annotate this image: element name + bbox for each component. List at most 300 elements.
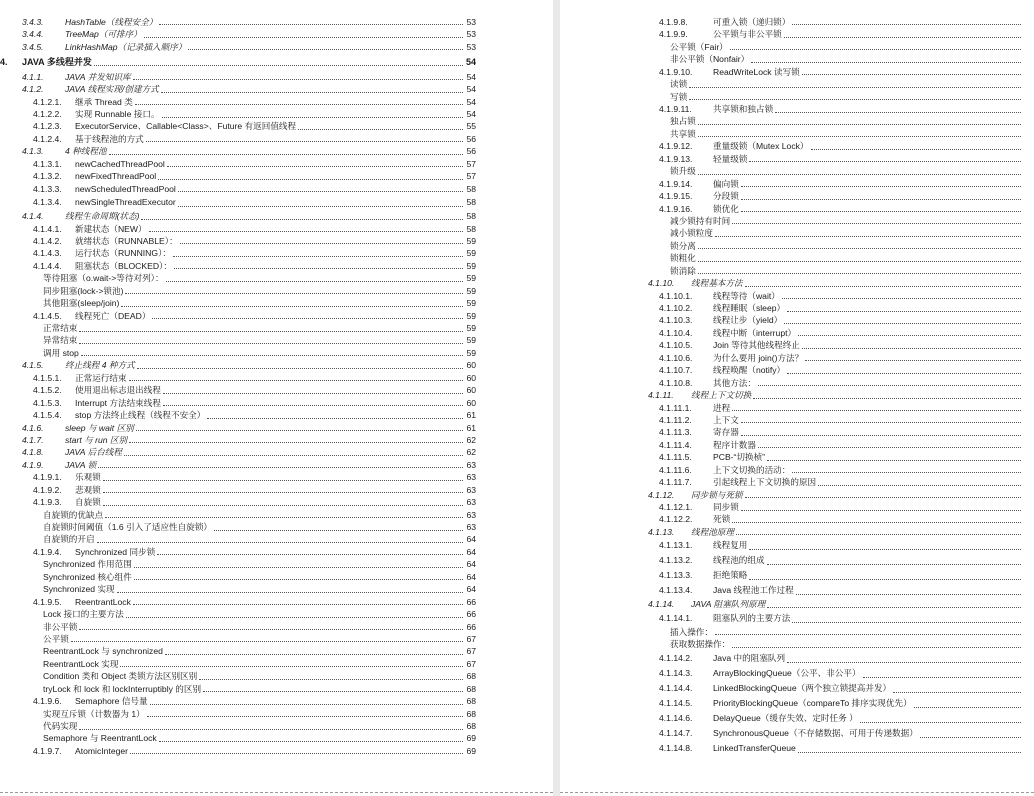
toc-entry-number: 4.1.2.2. (33, 109, 62, 120)
toc-entry[interactable] (648, 128, 1034, 140)
toc-dot-leader (126, 617, 463, 618)
toc-dot-leader (784, 323, 1021, 324)
toc-entry-page: 63 (466, 459, 476, 470)
toc-entry-number: 4.1.12.1. (659, 502, 693, 513)
toc-entry[interactable] (0, 335, 476, 347)
toc-entry-title: Join 等待其他线程终止 (713, 340, 800, 351)
toc-entry[interactable] (0, 372, 476, 384)
toc-dot-leader (792, 622, 1021, 623)
toc-dot-leader (741, 199, 1021, 200)
toc-entry[interactable] (0, 359, 476, 371)
toc-entry-number: 4.1.2.3. (33, 121, 62, 132)
toc-dot-leader (698, 124, 1021, 125)
toc-entry[interactable] (0, 322, 476, 334)
toc-entry[interactable] (0, 509, 476, 521)
toc-entry-page: 54 (466, 84, 476, 95)
toc-entry-title: 其他阻塞(sleep/join) (43, 298, 120, 309)
toc-entry[interactable] (0, 521, 476, 533)
toc-entry[interactable] (0, 459, 476, 471)
toc-entry-number: 4.1.14.8. (659, 742, 693, 753)
toc-dot-leader (698, 261, 1021, 262)
toc-entry[interactable] (0, 633, 476, 645)
toc-entry[interactable] (0, 28, 476, 40)
toc-dot-leader (134, 567, 463, 568)
toc-entry-page: 68 (466, 683, 476, 694)
toc-entry[interactable] (648, 140, 1034, 152)
toc-entry[interactable] (0, 471, 476, 483)
toc-entry-title: Synchronized 核心组件 (43, 571, 132, 582)
toc-entry-title: Synchronized 同步锁 (75, 546, 156, 557)
toc-dot-leader (298, 129, 463, 130)
toc-entry[interactable] (648, 526, 1034, 538)
toc-dot-leader (157, 554, 463, 555)
toc-entry[interactable] (648, 638, 1034, 650)
toc-entry-title: 线程等待（wait） (713, 290, 780, 301)
toc-dot-leader (914, 707, 1021, 708)
toc-entry-number: 4.1.10.6. (659, 352, 693, 363)
toc-entry-title: tryLock 和 lock 和 lockInterruptibly 的区别 (43, 683, 202, 694)
toc-entry[interactable] (648, 402, 1034, 414)
toc-entry[interactable] (0, 297, 476, 309)
toc-entry-number: 4.1.14.7. (659, 727, 693, 738)
toc-entry-page: 67 (466, 658, 476, 669)
toc-entry[interactable] (648, 626, 1034, 638)
toc-entry[interactable] (0, 183, 476, 195)
toc-dot-leader (698, 273, 1021, 274)
toc-entry[interactable] (648, 315, 1034, 327)
toc-dot-leader (214, 530, 463, 531)
toc-entry-number: 4.1.11.6. (659, 464, 692, 475)
toc-dot-leader (178, 191, 463, 192)
toc-entry-number: 4.1.14.5. (659, 697, 693, 708)
toc-entry[interactable] (648, 476, 1034, 488)
toc-entry[interactable] (648, 240, 1034, 252)
toc-entry[interactable] (0, 434, 476, 446)
toc-entry-page: 59 (466, 285, 476, 296)
toc-entry[interactable] (0, 422, 476, 434)
toc-entry[interactable] (648, 66, 1034, 78)
toc-dot-leader (767, 460, 1021, 461)
toc-entry-title: 读锁 (670, 79, 688, 90)
toc-dot-leader (103, 492, 463, 493)
toc-entry-number: 4.1.14.4. (659, 682, 693, 693)
toc-dot-leader (818, 485, 1021, 486)
toc-dot-leader (165, 654, 463, 655)
toc-entry-page: 66 (466, 621, 476, 632)
toc-entry-title: 终止线程 4 种方式 (65, 360, 135, 371)
toc-entry[interactable] (0, 683, 476, 695)
toc-entry[interactable] (648, 666, 1034, 681)
toc-dot-leader (787, 662, 1021, 663)
toc-dot-leader (162, 117, 463, 118)
toc-entry-title: 就绪状态（RUNNABLE）： (75, 235, 178, 246)
toc-dot-leader (130, 753, 463, 754)
toc-entry[interactable] (648, 741, 1034, 756)
toc-entry-number: 4.1.6. (22, 422, 44, 433)
toc-entry[interactable] (648, 178, 1034, 190)
toc-entry[interactable] (0, 285, 476, 297)
toc-dot-leader (792, 24, 1021, 25)
toc-entry[interactable] (648, 464, 1034, 476)
toc-entry[interactable] (648, 277, 1034, 289)
toc-entry[interactable] (0, 235, 476, 247)
toc-entry-title: ReentrantLock 与 synchronized (43, 646, 163, 657)
toc-dot-leader (749, 579, 1021, 580)
toc-dot-leader (698, 174, 1021, 175)
toc-dot-leader (81, 355, 463, 356)
toc-dot-leader (811, 149, 1021, 150)
toc-entry[interactable] (648, 78, 1034, 90)
toc-dot-leader (796, 594, 1021, 595)
toc-entry-number: 4.1.14.2. (659, 652, 693, 663)
toc-entry-page: 54 (465, 57, 476, 68)
toc-entry[interactable] (0, 310, 476, 322)
toc-entry-page: 60 (466, 372, 476, 383)
toc-entry-title: 线程死亡（DEAD） (75, 310, 151, 321)
toc-entry-title: newFixedThreadPool (75, 171, 157, 182)
toc-entry-number: 4.1.13.2. (659, 555, 693, 566)
toc-entry-title: 继承 Thread 类 (75, 96, 133, 107)
toc-entry-title: 写锁 (670, 91, 688, 102)
toc-entry-page: 66 (466, 609, 476, 620)
toc-entry-title: 线程基本方法 (691, 278, 743, 289)
toc-entry-number: 4.1.14.6. (659, 712, 693, 723)
toc-entry[interactable] (0, 534, 476, 546)
toc-entry-title: Java 中的阻塞队列 (713, 652, 786, 663)
toc-entry-page: 54 (466, 109, 476, 120)
toc-entry-page: 63 (466, 497, 476, 508)
toc-dot-leader (787, 311, 1021, 312)
toc-entry[interactable] (648, 203, 1034, 215)
toc-entry-title: JAVA 后台线程 (65, 447, 122, 458)
toc-entry-title: Synchronized 作用范围 (43, 559, 132, 570)
toc-entry[interactable] (0, 546, 476, 558)
toc-entry-title: 使用退出标志退出线程 (75, 385, 161, 396)
toc-entry[interactable] (0, 71, 476, 83)
toc-entry-title: JAVA 线程实现/创建方式 (65, 84, 159, 95)
toc-entry-title: JAVA 锁 (65, 459, 97, 470)
toc-entry[interactable] (648, 16, 1034, 28)
toc-entry[interactable] (648, 514, 1034, 526)
toc-entry[interactable] (648, 439, 1034, 451)
toc-entry-number: 4.1.9.3. (33, 497, 62, 508)
toc-entry-title: newSingleThreadExecutor (75, 197, 176, 208)
toc-entry[interactable] (648, 215, 1034, 227)
toc-dot-leader (787, 373, 1021, 374)
toc-entry[interactable] (0, 384, 476, 396)
toc-entry[interactable] (0, 347, 476, 359)
toc-entry-number: 4.1.3.1. (33, 158, 62, 169)
toc-entry-number: 4.1.2.4. (33, 133, 62, 144)
toc-entry[interactable] (648, 598, 1034, 610)
toc-dot-leader (159, 741, 463, 742)
toc-dot-leader (117, 592, 463, 593)
toc-entry-number: 4.1.14.3. (659, 667, 693, 678)
toc-entry-number: 3.4.3. (22, 16, 44, 27)
toc-dot-leader (860, 722, 1021, 723)
toc-entry-title: PriorityBlockingQueue（compareTo 排序实现优先） (713, 697, 912, 708)
toc-dot-leader (805, 360, 1021, 361)
toc-dot-leader (698, 248, 1021, 249)
toc-entry[interactable] (648, 389, 1034, 401)
page-footer-rule (560, 792, 1034, 794)
toc-entry[interactable] (648, 103, 1034, 115)
toc-entry-title: 程序计数器 (713, 439, 756, 450)
toc-entry[interactable] (0, 121, 476, 133)
toc-entry[interactable] (0, 670, 476, 682)
toc-entry-title: 死锁 (713, 514, 731, 525)
toc-entry[interactable] (0, 596, 476, 608)
toc-entry[interactable] (648, 227, 1034, 239)
toc-entry[interactable] (648, 611, 1034, 626)
toc-entry-page: 62 (466, 434, 476, 445)
toc-entry-title: 实现 Runnable 接口。 (75, 109, 160, 120)
toc-entry[interactable] (0, 733, 476, 745)
toc-dot-leader (144, 37, 463, 38)
toc-entry[interactable] (648, 41, 1034, 53)
toc-dot-leader (745, 497, 1021, 498)
toc-entry[interactable] (648, 726, 1034, 741)
toc-entry[interactable] (0, 56, 476, 68)
toc-entry-number: 4.1.10.3. (659, 315, 693, 326)
toc-entry[interactable] (0, 658, 476, 670)
toc-entry-title: Interrupt 方法结束线程 (75, 397, 161, 408)
toc-entry[interactable] (648, 553, 1034, 568)
toc-entry[interactable] (648, 451, 1034, 463)
toc-entry-page: 60 (466, 397, 476, 408)
toc-entry[interactable] (648, 252, 1034, 264)
toc-entry-title: Java 线程池工作过程 (713, 585, 794, 596)
toc-entry[interactable] (648, 352, 1034, 364)
toc-entry-page: 58 (466, 183, 476, 194)
toc-dot-leader (167, 166, 463, 167)
toc-entry-number: 4.1.11. (648, 390, 674, 401)
toc-entry-title: 正常结束 (43, 323, 78, 334)
toc-dot-leader (698, 136, 1021, 137)
toc-dot-leader (124, 455, 463, 456)
toc-entry-title: 实现互斥锁（计数器为 1） (43, 708, 145, 719)
toc-entry-title: 等待阻塞（o.wait->等待对列）： (43, 273, 164, 284)
toc-entry-title: Synchronized 实现 (43, 584, 115, 595)
toc-entry[interactable] (0, 720, 476, 732)
toc-entry[interactable] (0, 496, 476, 508)
toc-entry[interactable] (0, 223, 476, 235)
toc-entry[interactable] (648, 414, 1034, 426)
toc-entry-title: 自旋锁 (75, 497, 101, 508)
toc-entry[interactable] (0, 645, 476, 657)
toc-entry-title: 代码实现 (43, 721, 78, 732)
toc-entry-number: 4.1.11.7. (659, 477, 692, 488)
toc-dot-leader (71, 641, 463, 642)
toc-entry-title: 线程池原理 (691, 526, 734, 537)
toc-entry-title: JAVA 多线程并发 (22, 57, 92, 68)
toc-dot-leader (163, 393, 463, 394)
toc-entry[interactable] (0, 170, 476, 182)
toc-entry[interactable] (0, 96, 476, 108)
toc-entry-title: 拒绝策略 (713, 570, 748, 581)
toc-dot-leader (732, 647, 1021, 648)
toc-entry-number: 4.1.5.4. (33, 410, 62, 421)
toc-entry[interactable] (648, 583, 1034, 598)
toc-entry-title: ReentrantLock (75, 596, 131, 607)
toc-entry-title: 共享锁和独占锁 (713, 104, 774, 115)
toc-dot-leader (174, 268, 463, 269)
toc-entry[interactable] (0, 745, 476, 757)
toc-entry-title: PCB-“切换桢” (713, 452, 766, 463)
toc-entry[interactable] (0, 247, 476, 259)
toc-dot-leader (173, 256, 463, 257)
toc-entry[interactable] (648, 711, 1034, 726)
toc-entry[interactable] (0, 145, 476, 157)
toc-entry-number: 4.1.4.5. (33, 310, 62, 321)
toc-entry-title: 锁升级 (670, 166, 696, 177)
toc-entry[interactable] (0, 621, 476, 633)
toc-dot-leader (758, 447, 1021, 448)
toc-entry-page: 63 (466, 522, 476, 533)
toc-entry[interactable] (0, 583, 476, 595)
toc-entry-number: 4.1.5.2. (33, 385, 62, 396)
toc-entry[interactable] (0, 397, 476, 409)
toc-dot-leader (736, 534, 1021, 535)
toc-entry[interactable] (0, 695, 476, 707)
toc-entry-title: newScheduledThreadPool (75, 183, 176, 194)
toc-dot-leader (103, 480, 463, 481)
toc-entry[interactable] (648, 116, 1034, 128)
toc-entry-number: 4.1.9.14. (659, 178, 693, 189)
toc-dot-leader (798, 752, 1021, 753)
toc-entry[interactable] (648, 377, 1034, 389)
toc-entry[interactable] (0, 558, 476, 570)
toc-entry[interactable] (648, 327, 1034, 339)
toc-entry[interactable] (648, 339, 1034, 351)
toc-entry[interactable] (648, 568, 1034, 583)
toc-entry[interactable] (0, 83, 476, 95)
toc-entry[interactable] (0, 16, 476, 28)
toc-entry[interactable] (648, 165, 1034, 177)
toc-entry-number: 4.1.11.2. (659, 414, 692, 425)
toc-entry-page: 64 (466, 534, 476, 545)
toc-entry-number: 4.1.9.16. (659, 203, 693, 214)
toc-entry[interactable] (0, 571, 476, 583)
toc-entry[interactable] (0, 158, 476, 170)
toc-entry-page: 58 (466, 223, 476, 234)
table-of-contents-right (648, 16, 1034, 756)
toc-entry-title: 自旋锁时间阈值（1.6 引入了适应性自旋锁） (43, 522, 213, 533)
toc-entry-number: 4.1.9.9. (659, 29, 688, 40)
toc-entry-number: 4.1.7. (22, 434, 44, 445)
toc-dot-leader (741, 510, 1021, 511)
toc-dot-leader (188, 49, 463, 50)
toc-entry-number: 4.1.4. (22, 211, 44, 222)
toc-entry-title: 调用 stop (43, 347, 79, 358)
toc-entry[interactable] (0, 195, 476, 210)
toc-entry-title: 4 种线程池 (65, 146, 107, 157)
toc-entry-number: 4.1.2. (22, 84, 44, 95)
toc-entry-page: 64 (466, 559, 476, 570)
toc-dot-leader (79, 629, 463, 630)
page-footer-rule (0, 792, 553, 794)
toc-entry-title: 为什么要用 join()方法？ (713, 352, 804, 363)
toc-entry-page: 63 (466, 484, 476, 495)
toc-entry-number: 4.1.13. (648, 526, 675, 537)
toc-entry[interactable] (648, 302, 1034, 314)
toc-dot-leader (129, 380, 463, 381)
toc-dot-leader (158, 179, 463, 180)
toc-entry[interactable] (0, 108, 476, 120)
toc-entry[interactable] (648, 91, 1034, 103)
toc-entry[interactable] (0, 272, 476, 284)
toc-dot-leader (689, 87, 1021, 88)
toc-entry-title: start 与 run 区别 (65, 434, 128, 445)
toc-dot-leader (163, 405, 463, 406)
toc-entry[interactable] (0, 41, 476, 53)
toc-entry[interactable] (648, 501, 1034, 513)
toc-entry[interactable] (648, 538, 1034, 553)
toc-entry-title: 重量级锁（Mutex Lock） (713, 141, 809, 152)
toc-entry-page: 55 (466, 121, 476, 132)
toc-dot-leader (741, 211, 1021, 212)
toc-entry[interactable] (648, 489, 1034, 501)
toc-entry[interactable] (648, 426, 1034, 438)
toc-entry[interactable] (0, 210, 476, 222)
toc-entry-title: stop 方法终止线程（线程不安全） (75, 410, 206, 421)
toc-entry-page: 64 (466, 546, 476, 557)
toc-entry[interactable] (0, 446, 476, 458)
toc-entry-title: 进程 (713, 402, 731, 413)
toc-entry[interactable] (648, 153, 1034, 165)
toc-entry-title: 线程中断（interrupt） (713, 327, 797, 338)
toc-entry[interactable] (0, 708, 476, 720)
toc-entry[interactable] (0, 409, 476, 421)
toc-dot-leader (732, 410, 1021, 411)
toc-entry[interactable] (648, 53, 1034, 65)
toc-entry[interactable] (648, 696, 1034, 711)
toc-entry-page: 60 (466, 360, 476, 371)
toc-entry[interactable] (0, 608, 476, 620)
toc-dot-leader (730, 49, 1021, 50)
toc-entry[interactable] (648, 28, 1034, 40)
toc-entry-page: 67 (466, 633, 476, 644)
toc-entry-number: 4.1.11.5. (659, 452, 692, 463)
toc-entry-title: 基于线程池的方式 (75, 133, 144, 144)
toc-entry[interactable] (648, 190, 1034, 202)
toc-entry-title: 可重入锁（递归锁） (713, 16, 791, 27)
toc-dot-leader (136, 430, 463, 431)
toc-entry[interactable] (648, 651, 1034, 666)
toc-entry-page: 58 (466, 197, 476, 208)
toc-entry[interactable] (648, 265, 1034, 277)
toc-entry[interactable] (648, 290, 1034, 302)
toc-dot-leader (689, 99, 1021, 100)
toc-entry[interactable] (0, 484, 476, 496)
toc-entry-page: 68 (466, 721, 476, 732)
toc-entry-number: 4.1.8. (22, 447, 44, 458)
toc-entry-page: 60 (466, 385, 476, 396)
toc-entry[interactable] (0, 133, 476, 145)
toc-dot-leader (152, 318, 463, 319)
toc-dot-leader (741, 435, 1021, 436)
toc-entry[interactable] (648, 364, 1034, 376)
toc-entry-title: 其他方法： (713, 377, 756, 388)
toc-entry-number: 4.1.4.1. (33, 223, 62, 234)
toc-entry-number: 3.4.4. (22, 29, 44, 40)
toc-dot-leader (751, 62, 1021, 63)
toc-entry[interactable] (0, 260, 476, 272)
toc-entry-title: 锁分离 (670, 240, 696, 251)
toc-entry-title: 公平锁（Fair） (670, 41, 728, 52)
toc-entry[interactable] (648, 681, 1034, 696)
toc-entry-number: 4.1.9.1. (33, 472, 62, 483)
